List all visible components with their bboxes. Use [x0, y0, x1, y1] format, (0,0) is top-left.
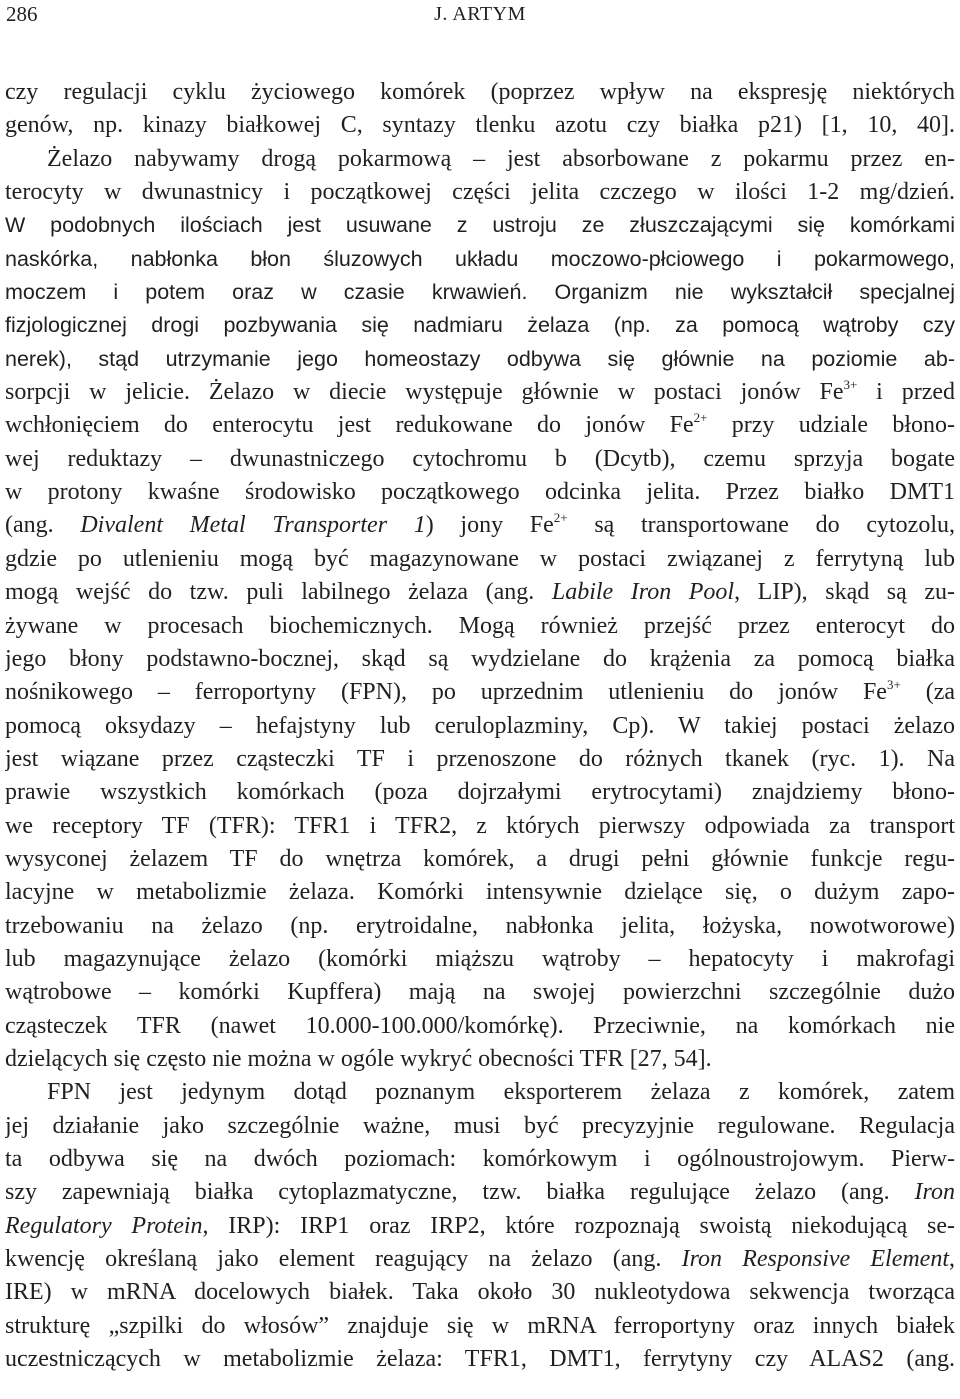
text-line: wątrobowe – komórki Kupffera) mają na swojej powierzchni szczególnie dużo: [5, 979, 955, 1006]
text-line: [5, 509, 955, 542]
text-line: [5, 1176, 955, 1209]
superscript: 3+: [886, 677, 901, 693]
text-fragment: ,: [949, 1246, 955, 1273]
text-line: jest wiązane przez cząsteczki TF i przenoszone do różnych tkanek (ryc. 1). Na: [5, 745, 955, 772]
text-fragment: i przed: [857, 379, 955, 406]
text-fragment: szy zapewniają białka cytoplazmatyczne, tzw. białka regulujące żelazo (ang.: [5, 1179, 915, 1206]
text-line: Żelazo nabywamy drogą pokarmową – jest absorbowane z pokarmu przez en-: [47, 145, 955, 172]
italic-term: Divalent Metal Transporter 1: [80, 512, 426, 539]
text-line: terocyty w dwunastnicy i początkowej części jelita czczego w ilości 1-2 mg/dzień.: [5, 179, 955, 206]
text-fragment: ) jony Fe: [425, 512, 554, 539]
text-line: dzielących się często nie można w ogóle wykryć obecności TFR [27, 54].: [5, 1045, 712, 1072]
text-line: w protony kwaśne środowisko początkowego odcinka jelita. Przez białko DMT1: [5, 479, 955, 506]
text-line: [5, 1210, 955, 1243]
text-line: ta odbywa się na dwóch poziomach: komórkowym i ogólnoustrojowym. Pierw-: [5, 1146, 955, 1172]
superscript: 2+: [693, 410, 708, 426]
text-line: [5, 409, 955, 442]
text-line: naskórka, nabłonka błon śluzowych układu moczowo-płciowego i pokarmowego,: [5, 246, 955, 271]
text-line: czy regulacji cyklu życiowego komórek (poprzez wpływ na ekspresję niektórych: [5, 79, 955, 105]
text-fragment: nośnikowego – ferroportyny (FPN), po uprzednim utlenieniu do jonów Fe: [5, 679, 887, 706]
text-line: lub magazynujące żelazo (komórki miąższu wątroby – hepatocyty i makrofagi: [5, 945, 955, 972]
italic-term: Iron: [914, 1179, 955, 1206]
text-line: cząsteczek TFR (nawet 10.000-100.000/komórkę). Przeciwnie, na komórkach nie: [5, 1012, 955, 1039]
text-line: we receptory TF (TFR): TFR1 i TFR2, z których pierwszy odpowiada za transport: [5, 812, 955, 839]
text-fragment: wchłonięciem do enterocytu jest redukowane do jonów Fe: [5, 412, 694, 439]
text-line: wej reduktazy – dwunastniczego cytochromu b (Dcytb), czemu sprzyja bogate: [5, 445, 955, 472]
running-head: J. ARTYM: [434, 3, 526, 25]
text-line: gdzie po utlenieniu mogą być magazynowane w postaci związanej z ferrytyną lub: [5, 545, 955, 572]
superscript: 2+: [553, 510, 568, 526]
text-fragment: , IRP): IRP1 oraz IRP2, które rozpoznają swoistą niekodującą se-: [202, 1212, 955, 1239]
text-line: FPN jest jedynym dotąd poznanym eksporterem żelaza z komórek, zatem: [47, 1079, 955, 1106]
page-header: [0, 0, 960, 30]
text-fragment: sorpcji w jelicie. Żelazo w diecie występuje głównie w postaci jonów Fe: [5, 379, 844, 406]
italic-term: Iron Responsive Element: [681, 1246, 949, 1273]
text-fragment: (ang.: [5, 512, 81, 539]
text-line: fizjologicznej drogi pozbywania się nadmiaru żelaza (np. za pomocą wątroby czy: [5, 313, 955, 338]
text-fragment: przy udziale błono-: [707, 412, 955, 439]
text-line: pomocą oksydazy – hefajstyny lub ceruloplazminy, Cp). W takiej postaci żelazo: [5, 712, 955, 739]
text-line: [5, 1243, 955, 1276]
text-line: wysyconej żelazem TF do wnętrza komórek, a drugi pełni głównie funkcje regu-: [5, 845, 955, 872]
italic-term: Regulatory Protein: [5, 1212, 203, 1239]
text-line: genów, np. kinazy białkowej C, syntazy tlenku azotu czy białka p21) [1, 10, 40].: [5, 112, 955, 139]
text-fragment: kwencję określaną jako element reagujący na żelazo (ang.: [5, 1246, 682, 1273]
text-fragment: są transportowane do cytozolu,: [567, 512, 955, 539]
body-text: [5, 76, 955, 1376]
superscript: 3+: [843, 377, 858, 393]
text-line: jego błony podstawno-bocznej, skąd są wydzielane do krążenia za pomocą białka: [5, 645, 955, 672]
text-line: jej działanie jako szczególnie ważne, musi być precyzyjnie regulowane. Regulacja: [5, 1112, 955, 1139]
text-line: W podobnych ilościach jest usuwane z ustroju ze złuszczającymi się komórkami: [5, 213, 955, 238]
text-line: [5, 676, 955, 709]
text-line: IRE) w mRNA docelowych białek. Taka około 30 nukleotydowa sekwencja tworząca: [5, 1279, 955, 1306]
page-number: 286: [6, 2, 38, 26]
text-line: [5, 376, 955, 409]
text-line: moczem i potem oraz w czasie krwawień. Organizm nie wykształcił specjalnej: [5, 280, 955, 305]
text-line: uczestniczących w metabolizmie żelaza: TFR1, DMT1, ferrytyny czy ALAS2 (ang.: [5, 1346, 955, 1373]
text-line: żywane w procesach biochemicznych. Mogą również przejść przez enterocyt do: [5, 612, 955, 639]
text-fragment: (za: [900, 679, 955, 706]
text-fragment: mogą wejść do tzw. puli labilnego żelaza (ang.: [5, 579, 552, 606]
italic-term: Labile Iron Pool: [551, 579, 735, 606]
text-line: prawie wszystkich komórkach (poza dojrzałymi erytrocytami) znajdziemy błono-: [5, 779, 955, 806]
text-fragment: , LIP), skąd są zu-: [734, 579, 955, 606]
text-line: strukturę „szpilki do włosów” znajduje się w mRNA ferroportyny oraz innych białek: [5, 1312, 955, 1339]
text-line: [5, 576, 955, 609]
text-line: nerek), stąd utrzymanie jego homeostazy odbywa się głównie na poziomie ab-: [5, 346, 955, 371]
text-line: lacyjne w metabolizmie żelaza. Komórki intensywnie dzielące się, o dużym zapo-: [5, 879, 955, 906]
text-line: trzebowaniu na żelazo (np. erytroidalne, nabłonka jelita, łożyska, nowotworowe): [5, 912, 955, 939]
